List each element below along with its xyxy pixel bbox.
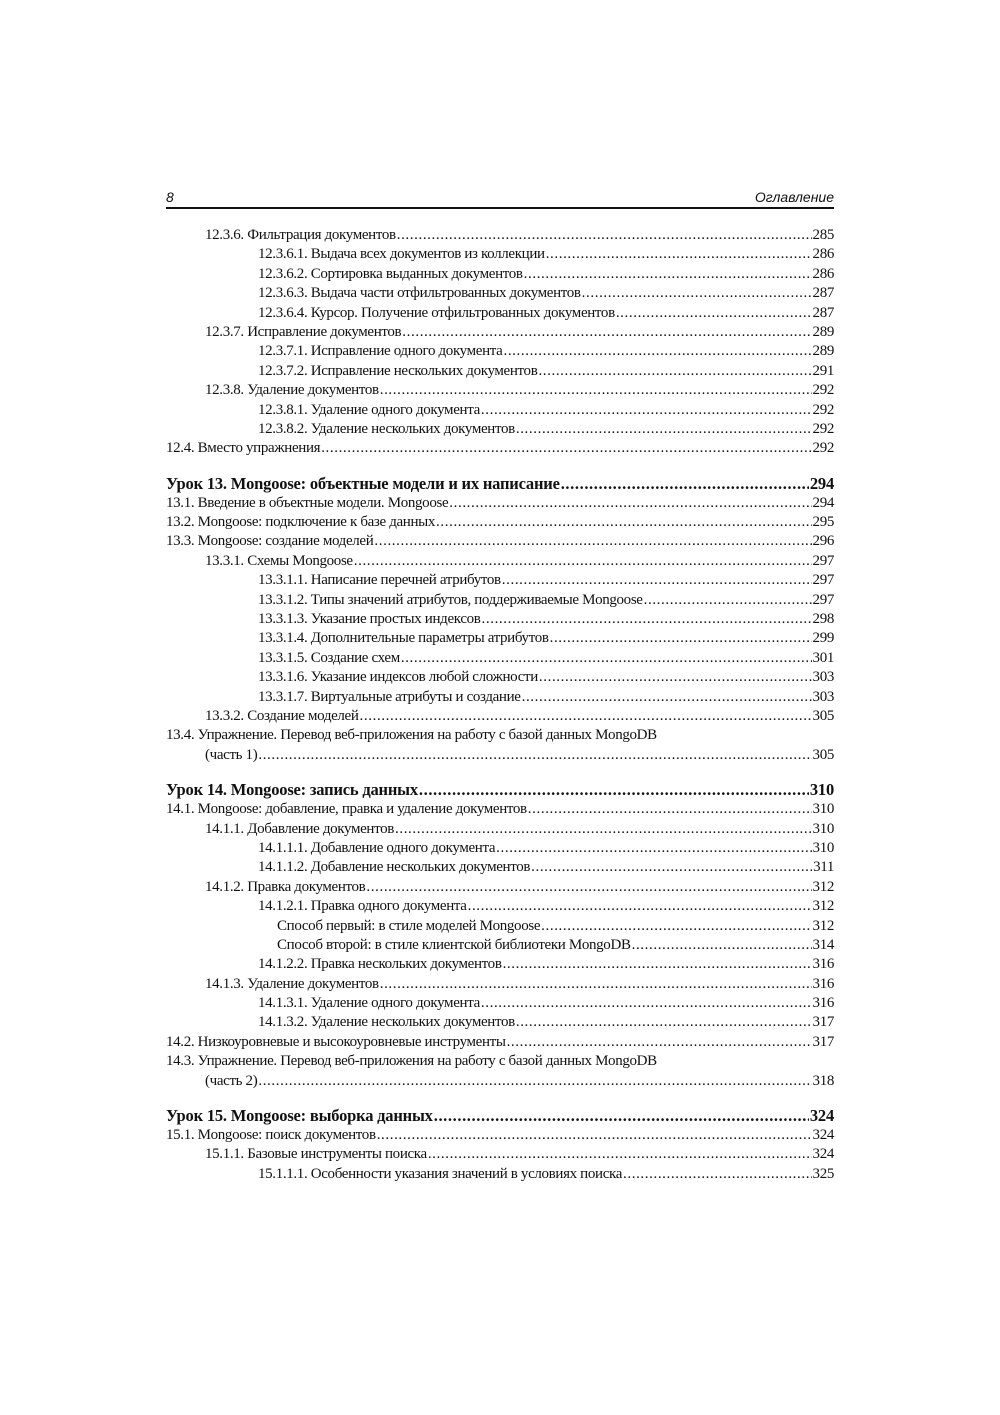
toc-page-number: 292 [812, 382, 834, 399]
toc-entry[interactable] [166, 878, 834, 897]
toc-title: 13.3.1.2. Типы значений атрибутов, поддерживаемые Mongoose [258, 591, 643, 608]
toc-title: 14.1.2. Правка документов [205, 878, 366, 895]
toc-entry[interactable] [166, 800, 834, 819]
toc-title: Урок 14. Mongoose: запись данных [166, 780, 418, 800]
toc-entry[interactable] [166, 226, 834, 245]
dot-leader [401, 649, 812, 668]
dot-leader [360, 707, 812, 726]
toc-entry[interactable] [166, 649, 834, 668]
toc-page-number: 296 [812, 533, 834, 550]
toc-title: Урок 15. Mongoose: выборка данных [166, 1106, 433, 1126]
toc-entry[interactable] [166, 820, 834, 839]
toc-page-number: 294 [812, 494, 834, 511]
toc-title: 14.1.3.2. Удаление нескольких документов [258, 1014, 515, 1031]
dot-leader [419, 779, 809, 800]
dot-leader [623, 1165, 812, 1184]
toc-entry[interactable] [166, 362, 834, 381]
toc-page-number: 314 [812, 936, 834, 953]
toc-entry[interactable] [166, 726, 834, 745]
toc-entry[interactable] [166, 284, 834, 303]
toc-title: 12.4. Вместо упражнения [166, 440, 321, 457]
toc-entry[interactable] [166, 552, 834, 571]
toc-entry[interactable] [166, 839, 834, 858]
toc-title: 15.1.1.1. Особенности указания значений в условиях поиска [258, 1165, 623, 1182]
dot-leader [397, 226, 812, 245]
toc-entry[interactable] [166, 1145, 834, 1164]
toc-title: 12.3.8.1. Удаление одного документа [258, 401, 480, 418]
toc-page-number: 297 [812, 572, 834, 589]
toc-page-number: 286 [812, 246, 834, 263]
dot-leader [503, 342, 811, 361]
dot-leader [402, 323, 811, 342]
toc-page-number: 305 [812, 746, 834, 763]
toc-title: 14.2. Низкоуровневые и высокоуровневые инструменты [166, 1033, 506, 1050]
toc-page-number: 312 [812, 917, 834, 934]
section-title: Оглавление [754, 189, 834, 205]
toc-page-number: 291 [812, 362, 834, 379]
toc-title: 13.2. Mongoose: подключение к базе данных [166, 514, 436, 531]
toc-title: 13.3.1.5. Создание схем [258, 649, 400, 666]
toc-page-number: 292 [812, 440, 834, 457]
toc-page-number: 318 [812, 1072, 834, 1089]
dot-leader [321, 439, 811, 458]
toc-entry[interactable] [166, 571, 834, 590]
dot-leader [436, 513, 812, 532]
toc-page-number: 316 [812, 956, 834, 973]
toc-page-number: 324 [812, 1127, 834, 1144]
page-number: 8 [166, 189, 174, 205]
dot-leader [374, 532, 811, 551]
toc-page-number: 310 [812, 801, 834, 818]
toc-page-number: 311 [813, 859, 834, 876]
toc-page-number: 324 [812, 1146, 834, 1163]
table-of-contents [166, 226, 834, 1184]
toc-entry[interactable] [166, 494, 834, 513]
toc-page-number: 301 [812, 649, 834, 666]
toc-title: 13.1. Введение в объектные модели. Mongoose [166, 494, 449, 511]
dot-leader [541, 917, 811, 936]
toc-entry[interactable] [166, 304, 834, 323]
toc-page-number: 292 [812, 420, 834, 437]
toc-page-number: 312 [812, 898, 834, 915]
toc-entry[interactable] [166, 513, 834, 532]
dot-leader [380, 381, 812, 400]
toc-chapter[interactable] [166, 473, 834, 494]
dot-leader [582, 284, 812, 303]
dot-leader [468, 897, 812, 916]
toc-entry[interactable] [166, 994, 834, 1013]
dot-leader [482, 610, 812, 629]
toc-entry[interactable] [166, 917, 834, 936]
toc-title: 12.3.6.2. Сортировка выданных документов [258, 265, 523, 282]
toc-entry[interactable] [166, 975, 834, 994]
toc-title: 13.3.1.6. Указание индексов любой сложности [258, 669, 538, 686]
toc-title: 13.4. Упражнение. Перевод веб-приложения на работу с базой данных MongoDB [166, 727, 657, 744]
toc-title: 12.3.6. Фильтрация документов [205, 227, 396, 243]
toc-title: Способ второй: в стиле клиентской библиотеки MongoDB [277, 936, 631, 953]
dot-leader [496, 839, 811, 858]
dot-leader [516, 1013, 812, 1032]
toc-page-number: 299 [812, 630, 834, 647]
toc-title: 12.3.7.2. Исправление нескольких документов [258, 362, 538, 379]
toc-title: Способ первый: в стиле моделей Mongoose [277, 917, 541, 934]
toc-entry[interactable] [166, 746, 834, 765]
toc-title: 12.3.8. Удаление документов [205, 382, 379, 399]
dot-leader [644, 591, 812, 610]
toc-entry[interactable] [166, 420, 834, 439]
toc-page-number: 316 [812, 995, 834, 1012]
toc-title: 15.1. Mongoose: поиск документов [166, 1127, 376, 1144]
dot-leader [258, 1072, 811, 1091]
dot-leader [354, 552, 812, 571]
toc-title: 14.1.1.2. Добавление нескольких документов [258, 859, 531, 876]
toc-title: 12.3.6.3. Выдача части отфильтрованных документов [258, 285, 581, 302]
dot-leader [434, 1105, 809, 1126]
toc-title: 13.3. Mongoose: создание моделей [166, 533, 374, 550]
toc-entry[interactable] [166, 1126, 834, 1145]
dot-leader [528, 800, 812, 819]
toc-entry[interactable] [166, 707, 834, 726]
toc-entry[interactable] [166, 265, 834, 284]
toc-page-number: 303 [812, 688, 834, 705]
toc-title: 15.1.1. Базовые инструменты поиска [205, 1146, 427, 1163]
toc-entry[interactable] [166, 1013, 834, 1032]
toc-page-number: 305 [812, 707, 834, 724]
dot-leader [539, 668, 812, 687]
toc-page-number: 297 [812, 552, 834, 569]
toc-title: 12.3.7. Исправление документов [205, 323, 402, 340]
toc-page-number: 294 [809, 473, 834, 493]
toc-page-number: 312 [812, 878, 834, 895]
toc-entry[interactable] [166, 668, 834, 687]
dot-leader [366, 878, 811, 897]
toc-entry[interactable] [166, 610, 834, 629]
toc-entry[interactable] [166, 439, 834, 458]
dot-leader [507, 1033, 812, 1052]
toc-entry[interactable] [166, 1072, 834, 1091]
running-header [166, 187, 834, 209]
dot-leader [380, 975, 812, 994]
toc-title: 14.1.2.1. Правка одного документа [258, 898, 467, 915]
toc-title: 14.1.2.2. Правка нескольких документов [258, 956, 502, 973]
dot-leader [428, 1145, 812, 1164]
dot-leader [395, 820, 812, 839]
dot-leader [481, 994, 812, 1013]
toc-title: 12.3.6.1. Выдача всех документов из коллекции [258, 246, 545, 263]
toc-title: 14.1.1.1. Добавление одного документа [258, 839, 496, 856]
toc-title: 12.3.6.4. Курсор. Получение отфильтрованных документов [258, 304, 615, 321]
toc-title: 14.3. Упражнение. Перевод веб-приложения на работу с базой данных MongoDB [166, 1053, 657, 1070]
toc-page-number: 310 [812, 839, 834, 856]
toc-entry[interactable] [166, 858, 834, 877]
toc-title-continuation: (часть 2) [205, 1072, 258, 1089]
toc-entry[interactable] [166, 936, 834, 955]
toc-page-number: 316 [812, 975, 834, 992]
dot-leader [258, 746, 811, 765]
toc-page-number: 310 [812, 820, 834, 837]
toc-page-number: 286 [812, 265, 834, 282]
toc-page-number: 317 [812, 1033, 834, 1050]
toc-page-number: 297 [812, 591, 834, 608]
toc-page-number: 292 [812, 401, 834, 418]
toc-entry[interactable] [166, 323, 834, 342]
toc-title: 14.1.3.1. Удаление одного документа [258, 995, 480, 1012]
dot-leader [503, 955, 812, 974]
toc-entry[interactable] [166, 955, 834, 974]
dot-leader [538, 362, 811, 381]
dot-leader [561, 473, 809, 494]
toc-chapter[interactable] [166, 779, 834, 800]
dot-leader [531, 858, 812, 877]
toc-title: 13.3.2. Создание моделей [205, 707, 359, 724]
toc-title: 13.3.1.7. Виртуальные атрибуты и создание [258, 688, 521, 705]
toc-title: Урок 13. Mongoose: объектные модели и их написание [166, 473, 560, 493]
toc-title: 13.3.1.3. Указание простых индексов [258, 611, 481, 628]
dot-leader [522, 688, 812, 707]
toc-entry[interactable] [166, 897, 834, 916]
toc-entry[interactable] [166, 245, 834, 264]
dot-leader [616, 304, 812, 323]
dot-leader [481, 401, 812, 420]
dot-leader [502, 571, 812, 590]
toc-page-number: 287 [812, 285, 834, 302]
toc-page-number: 310 [809, 780, 834, 800]
toc-page-number: 285 [812, 227, 834, 243]
toc-chapter[interactable] [166, 1105, 834, 1126]
toc-title: 14.1.1. Добавление документов [205, 820, 394, 837]
toc-page-number: 324 [809, 1106, 834, 1126]
dot-leader [524, 265, 812, 284]
toc-page-number: 325 [812, 1165, 834, 1182]
toc-entry[interactable] [166, 381, 834, 400]
toc-title: 13.3.1. Схемы Mongoose [205, 552, 353, 569]
toc-title: 13.3.1.4. Дополнительные параметры атрибутов [258, 630, 549, 647]
toc-title: 14.1. Mongoose: добавление, правка и удаление документов [166, 801, 527, 818]
dot-leader [516, 420, 812, 439]
toc-page-number: 289 [812, 343, 834, 360]
dot-leader [377, 1126, 812, 1145]
toc-page-number: 289 [812, 323, 834, 340]
toc-title: 12.3.7.1. Исправление одного документа [258, 343, 503, 360]
toc-page-number: 303 [812, 669, 834, 686]
toc-entry[interactable] [166, 401, 834, 420]
toc-entry[interactable] [166, 1165, 834, 1184]
toc-entry[interactable] [166, 1052, 834, 1071]
toc-page-number: 287 [812, 304, 834, 321]
toc-page-number: 295 [812, 514, 834, 531]
toc-title-continuation: (часть 1) [205, 746, 258, 763]
dot-leader [632, 936, 812, 955]
toc-title: 14.1.3. Удаление документов [205, 975, 379, 992]
dot-leader [449, 494, 811, 513]
toc-entry[interactable] [166, 629, 834, 648]
toc-page-number: 298 [812, 611, 834, 628]
toc-entry[interactable] [166, 688, 834, 707]
dot-leader [546, 245, 812, 264]
toc-page-number: 317 [812, 1014, 834, 1031]
dot-leader [550, 629, 812, 648]
toc-title: 13.3.1.1. Написание перечней атрибутов [258, 572, 501, 589]
toc-entry[interactable] [166, 591, 834, 610]
toc-entry[interactable] [166, 342, 834, 361]
toc-title: 12.3.8.2. Удаление нескольких документов [258, 420, 515, 437]
toc-entry[interactable] [166, 1033, 834, 1052]
toc-entry[interactable] [166, 532, 834, 551]
